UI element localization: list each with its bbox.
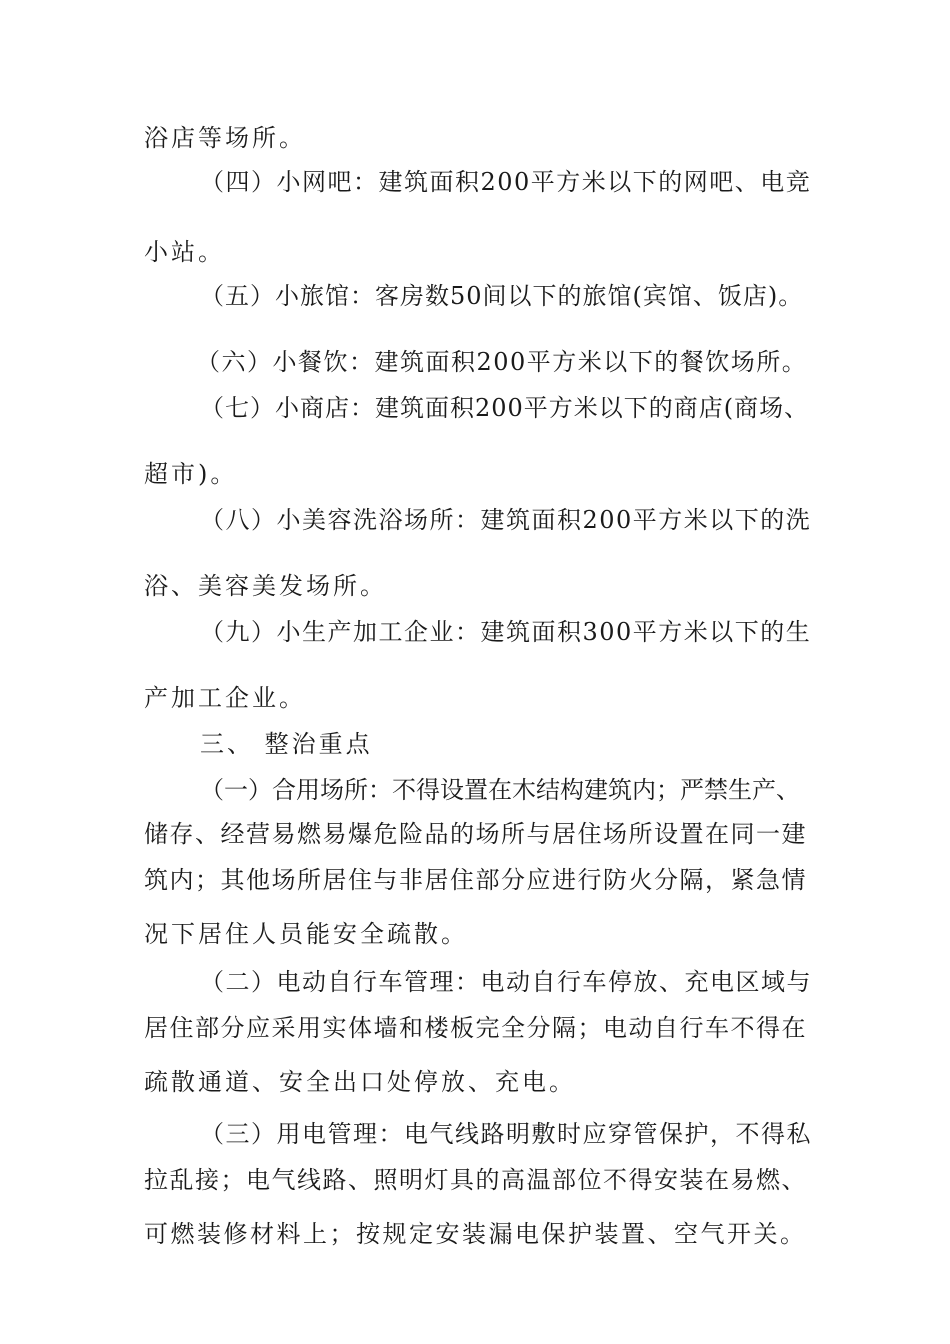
text-line: 疏散通道、安全出口处停放、充电。 (144, 1068, 576, 1096)
text-line: 筑内；其他场所居住与非居住部分应进行防火分隔，紧急情 (144, 866, 807, 894)
text-line: 产加工企业。 (144, 684, 306, 712)
list-item-2: （二）电动自行车管理：电动自行车停放、充电区域与 (200, 968, 812, 996)
list-item-9: （九）小生产加工企业：建筑面积300平方米以下的生 (200, 618, 812, 646)
text-line: 浴、美容美发场所。 (144, 572, 387, 600)
section-heading: 三、 整治重点 (200, 730, 373, 758)
list-item-7: （七）小商店：建筑面积200平方米以下的商店(商场、 (200, 394, 810, 422)
text-line: 浴店等场所。 (144, 124, 306, 152)
list-item-4: （四）小网吧：建筑面积200平方米以下的网吧、电竞 (200, 168, 812, 196)
text-line: 储存、经营易燃易爆危险品的场所与居住场所设置在同一建 (144, 820, 807, 848)
list-item-5: （五）小旅馆：客房数50间以下的旅馆(宾馆、饭店)。 (200, 282, 804, 310)
text-line: 可燃装修材料上；按规定安装漏电保护装置、空气开关。 (144, 1220, 807, 1248)
list-item-3: （三）用电管理：电气线路明敷时应穿管保护，不得私 (200, 1120, 812, 1148)
list-item-6: （六）小餐饮：建筑面积200平方米以下的餐饮场所。 (196, 348, 808, 376)
text-line: 居住部分应采用实体墙和楼板完全分隔；电动自行车不得在 (144, 1014, 807, 1042)
text-line: 超市)。 (144, 460, 238, 488)
list-item-1: （一）合用场所：不得设置在木结构建筑内；严禁生产、 (200, 776, 800, 804)
text-line: 拉乱接；电气线路、照明灯具的高温部位不得安装在易燃、 (144, 1166, 807, 1194)
text-line: 小站。 (144, 238, 225, 266)
list-item-8: （八）小美容洗浴场所：建筑面积200平方米以下的洗 (200, 506, 812, 534)
text-line: 况下居住人员能安全疏散。 (144, 920, 468, 948)
